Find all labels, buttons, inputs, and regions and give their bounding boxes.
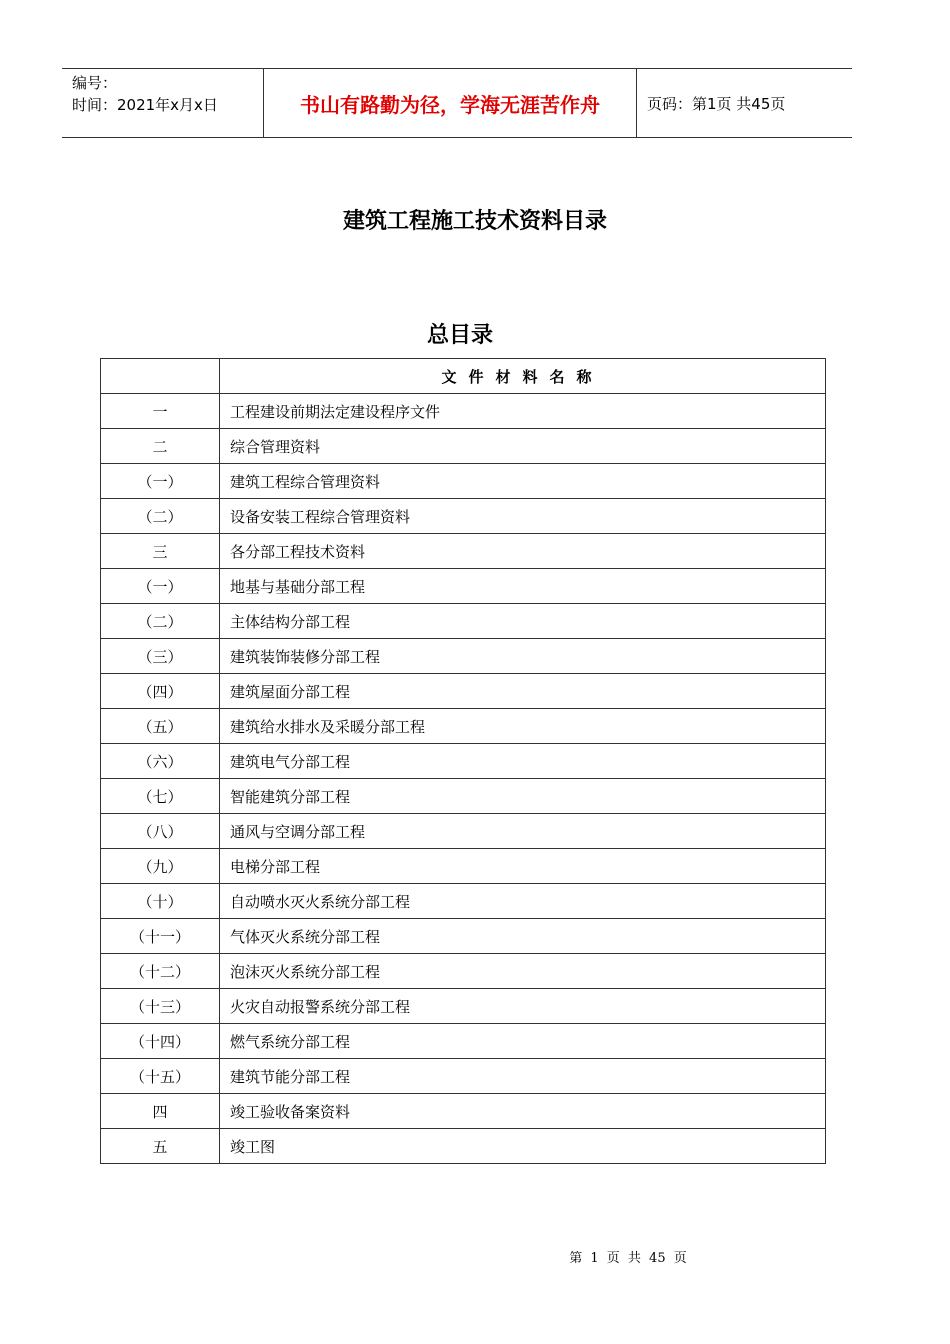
table-row <box>101 1024 826 1059</box>
table-row <box>101 1059 826 1094</box>
row-number: （一） <box>101 464 220 499</box>
table-row <box>101 954 826 989</box>
number-label: 编号： <box>72 74 118 92</box>
row-number: （十五） <box>101 1059 220 1094</box>
row-number: （三） <box>101 639 220 674</box>
row-number: （八） <box>101 814 220 849</box>
table-row <box>101 744 826 779</box>
row-name: 综合管理资料 <box>220 429 826 464</box>
row-number: （十） <box>101 884 220 919</box>
table-row <box>101 674 826 709</box>
table-row <box>101 534 826 569</box>
table-row <box>101 919 826 954</box>
row-name: 建筑工程综合管理资料 <box>220 464 826 499</box>
row-name: 竣工验收备案资料 <box>220 1094 826 1129</box>
row-number: （九） <box>101 849 220 884</box>
header-meta <box>62 69 264 137</box>
row-name: 气体灭火系统分部工程 <box>220 919 826 954</box>
row-number: （十二） <box>101 954 220 989</box>
toc-title: 总目录 <box>426 323 493 348</box>
table-row <box>101 779 826 814</box>
row-name: 智能建筑分部工程 <box>220 779 826 814</box>
row-number: 四 <box>101 1094 220 1129</box>
toc-body <box>101 394 826 1164</box>
table-row <box>101 989 826 1024</box>
row-name: 泡沫灭火系统分部工程 <box>220 954 826 989</box>
table-row <box>101 394 826 429</box>
row-name: 主体结构分部工程 <box>220 604 826 639</box>
row-name: 火灾自动报警系统分部工程 <box>220 989 826 1024</box>
row-name: 各分部工程技术资料 <box>220 534 826 569</box>
toc-header-number <box>101 359 220 394</box>
toc-header-name: 文件材料名称 <box>220 359 826 394</box>
row-number: （四） <box>101 674 220 709</box>
table-row <box>101 709 826 744</box>
time-label: 时间：2021年x月x日 <box>72 96 218 114</box>
row-name: 工程建设前期法定建设程序文件 <box>220 394 826 429</box>
table-row <box>101 849 826 884</box>
row-name: 电梯分部工程 <box>220 849 826 884</box>
table-row <box>101 604 826 639</box>
table-row <box>101 1129 826 1164</box>
row-name: 燃气系统分部工程 <box>220 1024 826 1059</box>
row-number: （七） <box>101 779 220 814</box>
table-row <box>101 499 826 534</box>
table-row <box>101 1094 826 1129</box>
row-number: 五 <box>101 1129 220 1164</box>
row-name: 建筑给水排水及采暖分部工程 <box>220 709 826 744</box>
row-name: 通风与空调分部工程 <box>220 814 826 849</box>
table-row <box>101 884 826 919</box>
table-row <box>101 814 826 849</box>
table-row <box>101 569 826 604</box>
row-number: （二） <box>101 499 220 534</box>
row-number: （二） <box>101 604 220 639</box>
row-name: 建筑屋面分部工程 <box>220 674 826 709</box>
row-number: 二 <box>101 429 220 464</box>
toc-table <box>100 358 826 1164</box>
row-name: 竣工图 <box>220 1129 826 1164</box>
table-row <box>101 429 826 464</box>
table-row <box>101 464 826 499</box>
row-name: 建筑电气分部工程 <box>220 744 826 779</box>
page-header <box>62 68 852 138</box>
document-title: 建筑工程施工技术资料目录 <box>342 208 607 234</box>
toc-header-row <box>101 359 826 394</box>
row-number: 三 <box>101 534 220 569</box>
row-number: （一） <box>101 569 220 604</box>
row-number: （五） <box>101 709 220 744</box>
row-number: 一 <box>101 394 220 429</box>
row-name: 设备安装工程综合管理资料 <box>220 499 826 534</box>
row-name: 建筑节能分部工程 <box>220 1059 826 1094</box>
row-number: （十一） <box>101 919 220 954</box>
row-name: 建筑装饰装修分部工程 <box>220 639 826 674</box>
row-number: （十四） <box>101 1024 220 1059</box>
header-motto: 书山有路勤为径，学海无涯苦作舟 <box>264 69 637 137</box>
row-number: （十三） <box>101 989 220 1024</box>
row-name: 地基与基础分部工程 <box>220 569 826 604</box>
header-page-info: 页码：第1页 共45页 <box>647 94 786 113</box>
page-footer: 第 1 页 共 45 页 <box>569 1251 687 1266</box>
row-number: （六） <box>101 744 220 779</box>
table-row <box>101 639 826 674</box>
row-name: 自动喷水灭火系统分部工程 <box>220 884 826 919</box>
